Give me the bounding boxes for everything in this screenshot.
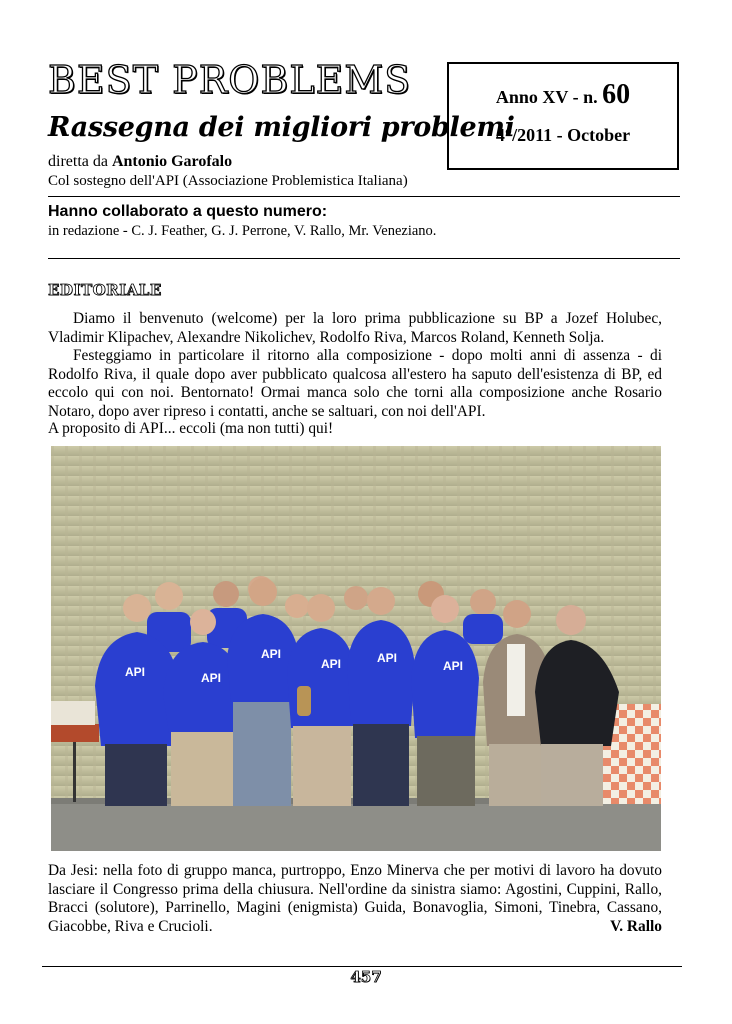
photo-caption [48,862,662,936]
magazine-title: BEST PROBLEMS [48,58,412,102]
editorial-paragraph-1: Diamo il benvenuto (welcome) per la loro prima pubblicazione su BP a Jozef Holubec, Vladimir Klipachev, Alexandre Nikolichev, Rodolfo Riva, Marcos Roland, Kenneth Solja. [48,310,662,346]
editorial-paragraph-3: A proposito di API... eccoli (ma non tutti) qui! [48,420,334,437]
collaborators-text: in redazione - C. J. Feather, G. J. Perrone, V. Rallo, Mr. Veneziano. [48,223,437,239]
shirt-label: API [443,659,464,673]
shirt-label: API [321,657,342,671]
magazine-subtitle: Rassegna dei migliori problemi [48,112,515,143]
shirt-label: API [377,651,398,665]
shirt-label: API [125,665,146,679]
shirt-label: API [201,671,222,685]
editorial-heading: EDITORIALE [48,281,162,299]
header-divider [48,196,680,197]
collaborators-heading: Hanno collaborato a questo numero: [48,203,328,220]
issue-number-line [449,78,677,114]
director-name: Antonio Garofalo [111,153,233,170]
issue-box [447,62,679,170]
caption-text: Da Jesi: nella foto di gruppo manca, purtroppo, Enzo Minerva che per motivi di lavoro ha dovuto lasciare il Congresso prima della chiusura. Nell'ordine da sinistra siamo: Agostini, Cuppini, Rallo, Bracci (solutore), Parrinello, Magini (enigmista) Guida, Bonavoglia, Simoni, Tinebra, Cassano, Giacobbe, Riva e Crucioli. [48,862,662,935]
issue-date: 4°/2011 - October [495,125,631,145]
issue-year: Anno XV - n. [495,87,603,107]
caption-signature: V. Rallo [610,917,662,935]
support-line: Col sostegno dell'API (Associazione Problemistica Italiana) [48,173,408,189]
director-prefix: diretta da [48,153,112,170]
group-photo [51,446,661,851]
page-number: 457 [350,968,382,986]
group-photo-illustration [51,446,661,851]
collaborators-divider [48,258,680,259]
director-line [48,152,232,171]
shirt-label: API [261,647,282,661]
issue-number: 60 [602,79,631,110]
editorial-paragraph-2: Festeggiamo in particolare il ritorno alla composizione - dopo molti anni di assenza - di Rodolfo Riva, il quale dopo aver pubblicato qualcosa all'estero ha saputo dell'esistenza di BP, ed eccolo qui con noi. Bentornato! Ormai manca solo che torni alla composizione anche Rosario Notaro, dopo aver ripreso i contatti, anche se saltuari, con noi dell'API. [48,347,662,420]
